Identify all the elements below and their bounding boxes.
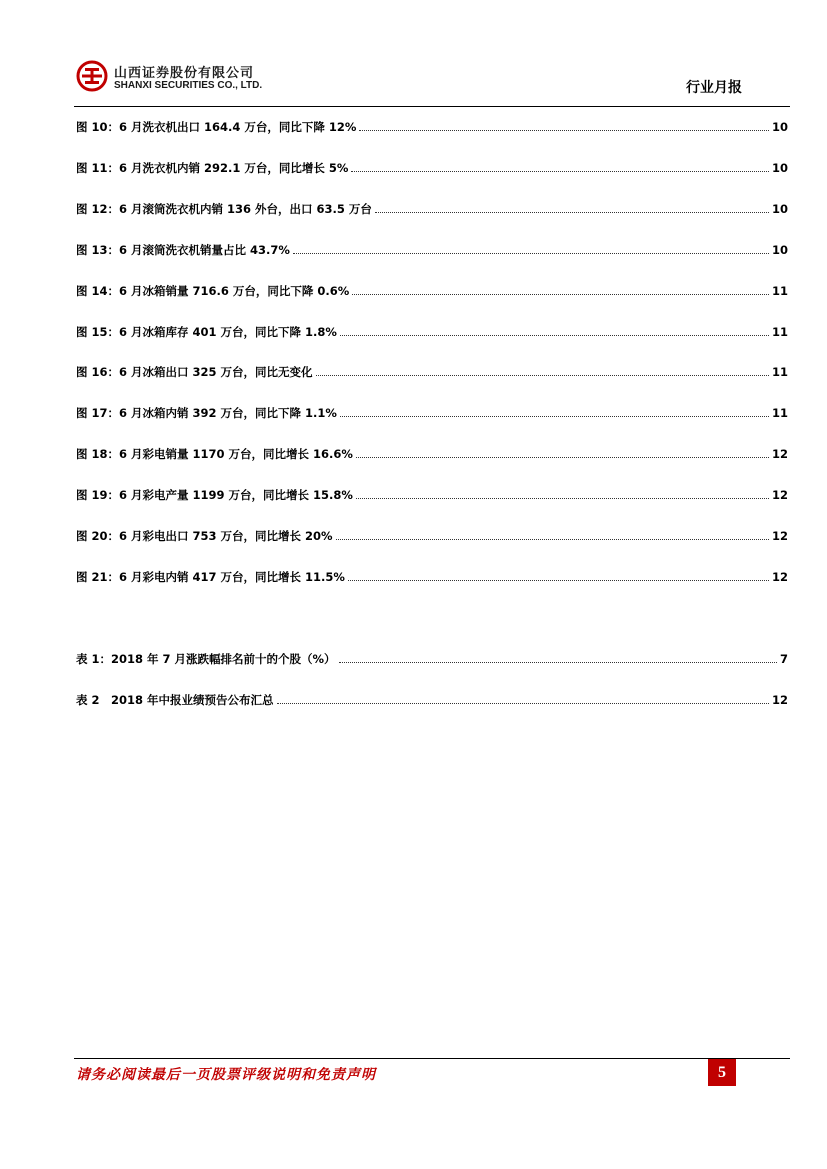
page-header — [0, 0, 827, 110]
toc-leader — [316, 375, 769, 376]
report-type: 行业月报 — [686, 80, 742, 96]
toc-entry-title: 图 11：6 月洗衣机内销 292.1 万台，同比增长 5% — [76, 161, 349, 175]
toc-leader — [375, 212, 769, 213]
toc-entry-page: 12 — [771, 529, 788, 543]
toc-entry-page: 11 — [771, 284, 788, 298]
toc-entry-page: 11 — [771, 406, 788, 420]
toc-entry-title: 图 17：6 月冰箱内销 392 万台，同比下降 1.1% — [76, 406, 337, 420]
toc-entry-page: 11 — [771, 365, 788, 379]
toc-entry-title: 图 13：6 月滚筒洗衣机销量占比 43.7% — [76, 243, 290, 257]
toc-entry-title: 图 19：6 月彩电产量 1199 万台，同比增长 15.8% — [76, 488, 353, 502]
toc-entry-title: 表 2 2018 年中报业绩预告公布汇总 — [76, 693, 274, 707]
toc-entry-title: 图 14：6 月冰箱销量 716.6 万台，同比下降 0.6% — [76, 284, 350, 298]
toc-entry-figure-14[interactable] — [76, 280, 788, 298]
toc-entry-table-1[interactable] — [76, 648, 788, 666]
company-name-cn: 山西证券股份有限公司 — [114, 66, 255, 81]
toc-entry-title: 图 10：6 月洗衣机出口 164.4 万台，同比下降 12% — [76, 120, 357, 134]
toc-entry-page: 7 — [779, 652, 788, 666]
toc-entry-title: 图 16：6 月冰箱出口 325 万台，同比无变化 — [76, 365, 313, 379]
toc-leader — [351, 171, 769, 172]
toc-entry-page: 10 — [771, 161, 788, 175]
toc-leader — [293, 253, 769, 254]
toc-entry-title: 图 15：6 月冰箱库存 401 万台，同比下降 1.8% — [76, 325, 337, 339]
toc-entry-figure-21[interactable] — [76, 566, 788, 584]
footer-divider — [74, 1058, 790, 1059]
toc-entry-page: 12 — [771, 693, 788, 707]
toc-entry-title: 图 18：6 月彩电销量 1170 万台，同比增长 16.6% — [76, 447, 353, 461]
toc-entry-figure-12[interactable] — [76, 198, 788, 216]
toc-entry-figure-10[interactable] — [76, 116, 788, 134]
page-number: 5 — [708, 1059, 736, 1086]
toc-leader — [277, 703, 769, 704]
toc-entry-page: 10 — [771, 120, 788, 134]
toc-entry-page: 10 — [771, 243, 788, 257]
toc-leader — [356, 498, 769, 499]
toc-leader — [340, 335, 769, 336]
toc-entry-figure-18[interactable] — [76, 443, 788, 461]
toc-entry-figure-15[interactable] — [76, 321, 788, 339]
disclaimer-notice: 请务必阅读最后一页股票评级说明和免责声明 — [76, 1067, 376, 1083]
toc-entry-page: 12 — [771, 570, 788, 584]
toc-entry-page: 12 — [771, 447, 788, 461]
company-name-en: SHANXI SECURITIES CO., LTD. — [114, 80, 263, 91]
toc-entry-title: 图 20：6 月彩电出口 753 万台，同比增长 20% — [76, 529, 333, 543]
toc-entry-title: 图 21：6 月彩电内销 417 万台，同比增长 11.5% — [76, 570, 345, 584]
toc-entry-figure-11[interactable] — [76, 157, 788, 175]
toc-entry-title: 图 12：6 月滚筒洗衣机内销 136 外台，出口 63.5 万台 — [76, 202, 372, 216]
toc-entry-title: 表 1：2018 年 7 月涨跌幅排名前十的个股（%） — [76, 652, 336, 666]
toc-leader — [336, 539, 769, 540]
toc-entry-figure-19[interactable] — [76, 484, 788, 502]
toc-entry-page: 12 — [771, 488, 788, 502]
toc-entry-page: 11 — [771, 325, 788, 339]
toc-leader — [348, 580, 769, 581]
header-divider — [74, 106, 790, 107]
toc-entry-page: 10 — [771, 202, 788, 216]
toc-entry-figure-16[interactable] — [76, 361, 788, 379]
toc-leader — [339, 662, 777, 663]
toc-leader — [340, 416, 769, 417]
toc-entry-figure-13[interactable] — [76, 239, 788, 257]
toc-leader — [356, 457, 769, 458]
toc-leader — [352, 294, 769, 295]
toc-entry-table-2[interactable] — [76, 689, 788, 707]
toc-leader — [359, 130, 769, 131]
toc-entry-figure-17[interactable] — [76, 402, 788, 420]
toc-entry-figure-20[interactable] — [76, 525, 788, 543]
shanxi-securities-logo-icon — [76, 60, 108, 92]
